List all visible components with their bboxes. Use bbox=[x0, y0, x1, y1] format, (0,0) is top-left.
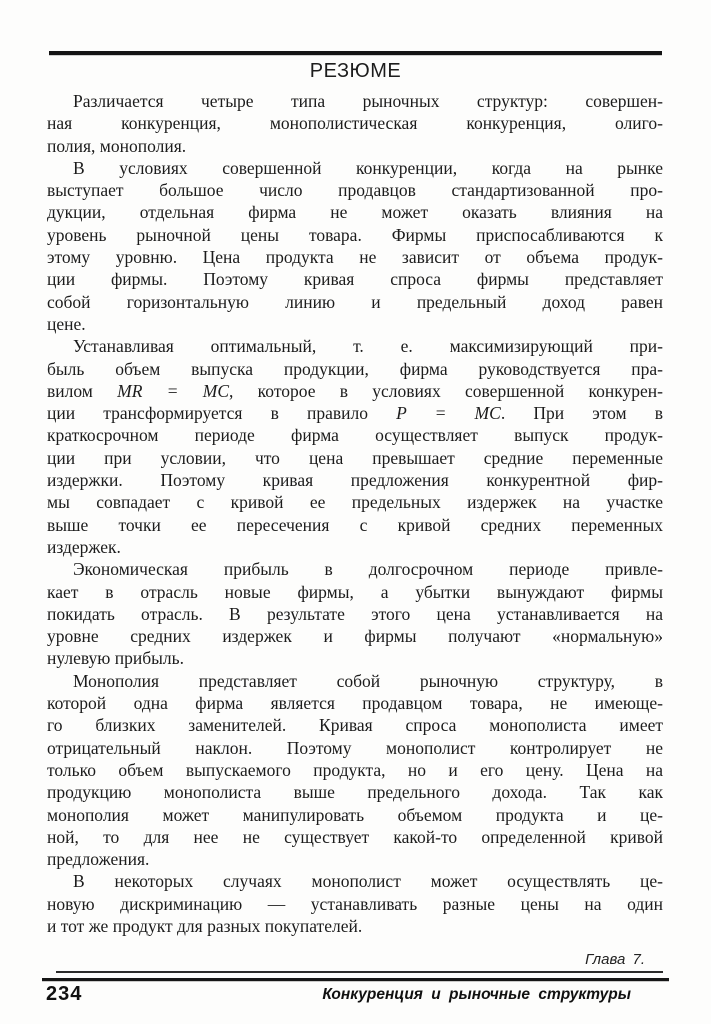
body-text bbox=[47, 90, 663, 937]
running-title: Конкуренция и рыночные структуры bbox=[322, 986, 631, 1003]
text-line: только объем выпускаемого продукта, но и его цену. Цена на bbox=[47, 759, 663, 780]
text-line: краткосрочном периоде фирма осуществляет выпуск продук- bbox=[47, 425, 663, 446]
text-line: ции при условии, что цена превышает средние переменные bbox=[47, 447, 663, 468]
text-line: цене. bbox=[47, 313, 86, 334]
text-line: мы совпадает с кривой ее предельных издержек на участке bbox=[47, 492, 663, 513]
text-line: быль объем выпуска продукции, фирма руководствуется пра- bbox=[47, 358, 663, 379]
text-line: ции трансформируется в правило P = MC. При этом в bbox=[47, 403, 664, 424]
footer-rule-thick bbox=[42, 978, 669, 981]
text-line: и тот же продукт для разных покупателей. bbox=[47, 915, 363, 936]
paragraph bbox=[47, 670, 663, 871]
page-title: РЕЗЮМЕ bbox=[309, 60, 402, 82]
text-line: продукцию монополиста выше предельного дохода. Так как bbox=[47, 782, 663, 803]
footer-rule-thin bbox=[56, 971, 663, 973]
text-line: собой горизонтальную линию и предельный доход равен bbox=[47, 291, 663, 312]
paragraph bbox=[47, 157, 663, 335]
text-line: выше точки ее пересечения с кривой средних переменных bbox=[47, 514, 663, 535]
text-line: издержки. Поэтому кривая предложения конкурентной фир- bbox=[47, 470, 663, 491]
text-line: издержек. bbox=[47, 536, 121, 557]
text-line: покидать отрасль. В результате этого цена устанавливается на bbox=[47, 603, 663, 624]
text-line: вилом MR = MC, которое в условиях совершенной конкурен- bbox=[47, 380, 664, 401]
text-line: монополия может манипулировать объемом продукта и це- bbox=[47, 804, 663, 825]
text-line: В условиях совершенной конкуренции, когда на рынке bbox=[73, 157, 663, 178]
text-line: новую дискриминацию — устанавливать разные цены на один bbox=[47, 893, 663, 914]
paragraph bbox=[47, 870, 663, 937]
text-line: предложения. bbox=[47, 849, 150, 870]
text-line: В некоторых случаях монополист может осуществлять це- bbox=[73, 871, 663, 892]
text-line: Экономическая прибыль в долгосрочном периоде привле- bbox=[73, 559, 663, 580]
text-line: нулевую прибыль. bbox=[47, 648, 184, 669]
chapter-reference: Глава 7. bbox=[585, 951, 645, 968]
paragraph bbox=[47, 558, 663, 669]
text-line: ной, то для нее не существует какой-то определенной кривой bbox=[47, 826, 663, 847]
text-line: дукции, отдельная фирма не может оказать влияния на bbox=[47, 202, 663, 223]
top-rule bbox=[49, 51, 662, 55]
text-line: уровне средних издержек и фирмы получают «нормальную» bbox=[47, 626, 663, 647]
text-line: выступает большое число продавцов стандартизованной про- bbox=[47, 180, 663, 201]
text-line: уровень рыночной цены товара. Фирмы приспосабливаются к bbox=[47, 224, 663, 245]
text-line: Монополия представляет собой рыночную структуру, в bbox=[73, 670, 663, 691]
paragraph bbox=[47, 335, 663, 558]
text-line: Устанавливая оптимальный, т. е. максимизирующий при- bbox=[73, 336, 663, 357]
text-line: го близких заменителей. Кривая спроса монополиста имеет bbox=[47, 715, 663, 736]
text-line: отрицательный наклон. Поэтому монополист контролирует не bbox=[47, 737, 663, 758]
text-line: Различается четыре типа рыночных структур: совершен- bbox=[73, 91, 663, 111]
text-line: этому уровню. Цена продукта не зависит от объема продук- bbox=[47, 247, 663, 268]
paragraph bbox=[47, 90, 663, 157]
text-line: кает в отрасль новые фирмы, а убытки вынуждают фирмы bbox=[47, 581, 663, 602]
text-line: ная конкуренция, монополистическая конкуренция, олиго- bbox=[47, 113, 663, 134]
page-number: 234 bbox=[46, 983, 83, 1005]
text-line: полия, монополия. bbox=[47, 135, 187, 156]
text-line: которой одна фирма является продавцом товара, не имеюще- bbox=[47, 693, 663, 714]
text-line: ции фирмы. Поэтому кривая спроса фирмы представляет bbox=[47, 269, 663, 290]
